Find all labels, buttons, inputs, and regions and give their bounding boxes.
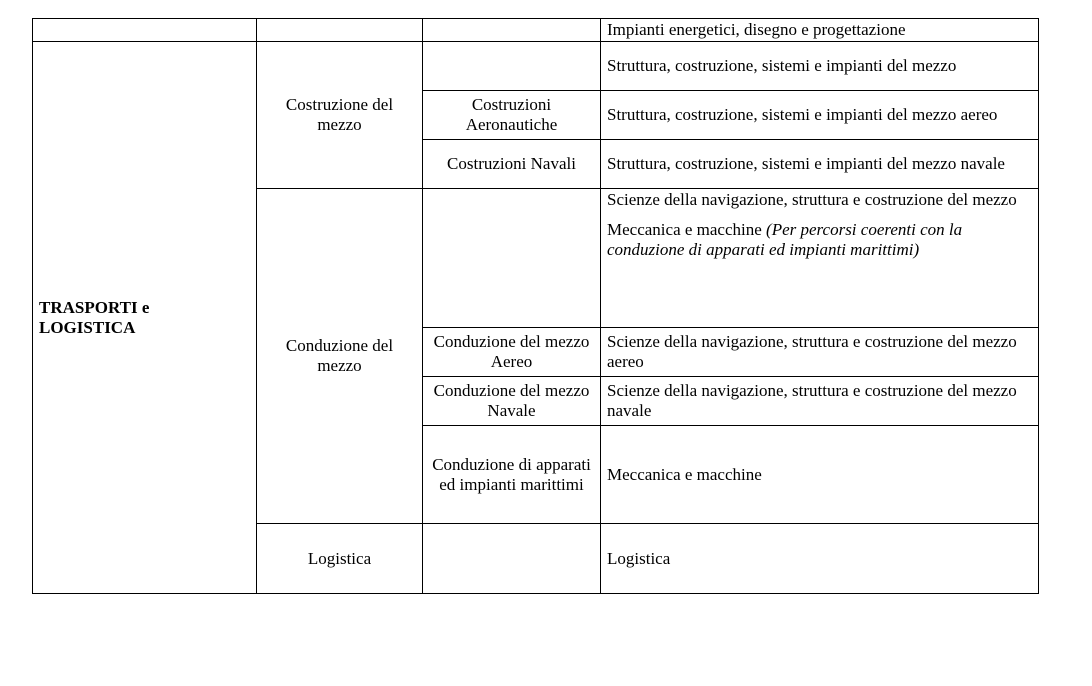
articolazione-cell bbox=[423, 524, 601, 594]
curriculum-table bbox=[32, 18, 1039, 594]
articolazione-cell: Conduzione di apparati ed impianti marittimi bbox=[423, 426, 601, 524]
description-cell: Struttura, costruzione, sistemi e impianti del mezzo navale bbox=[601, 140, 1039, 189]
indirizzo-cell: Costruzione del mezzo bbox=[257, 42, 423, 189]
articolazione-cell: Conduzione del mezzo Aereo bbox=[423, 328, 601, 377]
description-cell: Logistica bbox=[601, 524, 1039, 594]
description-main: Meccanica e macchine bbox=[607, 220, 762, 239]
description-cell: Struttura, costruzione, sistemi e impianti del mezzo aereo bbox=[601, 91, 1039, 140]
description-cell: Scienze della navigazione, struttura e costruzione del mezzo navale bbox=[601, 377, 1039, 426]
articolazione-cell: Costruzioni Aeronautiche bbox=[423, 91, 601, 140]
description-paragraph bbox=[607, 220, 1032, 260]
description-cell: Struttura, costruzione, sistemi e impianti del mezzo bbox=[601, 42, 1039, 91]
description-cell: Impianti energetici, disegno e progettazione bbox=[601, 19, 1039, 42]
table-row bbox=[33, 42, 1039, 91]
settore-label-line2: LOGISTICA bbox=[39, 317, 136, 337]
description-cell: Scienze della navigazione, struttura e costruzione del mezzo aereo bbox=[601, 328, 1039, 377]
description-cell: Meccanica e macchine bbox=[601, 426, 1039, 524]
description-cell bbox=[601, 189, 1039, 328]
settore-cell bbox=[33, 42, 257, 594]
empty-cell bbox=[257, 19, 423, 42]
settore-label-line1: TRASPORTI e bbox=[39, 297, 150, 317]
table-row bbox=[33, 19, 1039, 42]
empty-cell bbox=[423, 19, 601, 42]
articolazione-cell: Conduzione del mezzo Navale bbox=[423, 377, 601, 426]
articolazione-cell bbox=[423, 42, 601, 91]
indirizzo-cell: Conduzione del mezzo bbox=[257, 189, 423, 524]
articolazione-cell: Costruzioni Navali bbox=[423, 140, 601, 189]
indirizzo-cell: Logistica bbox=[257, 524, 423, 594]
articolazione-cell bbox=[423, 189, 601, 328]
empty-cell bbox=[33, 19, 257, 42]
description-note: (Per percorsi coerenti con la conduzione di apparati ed impianti marittimi) bbox=[607, 220, 963, 259]
description-paragraph: Scienze della navigazione, struttura e costruzione del mezzo bbox=[607, 190, 1017, 209]
